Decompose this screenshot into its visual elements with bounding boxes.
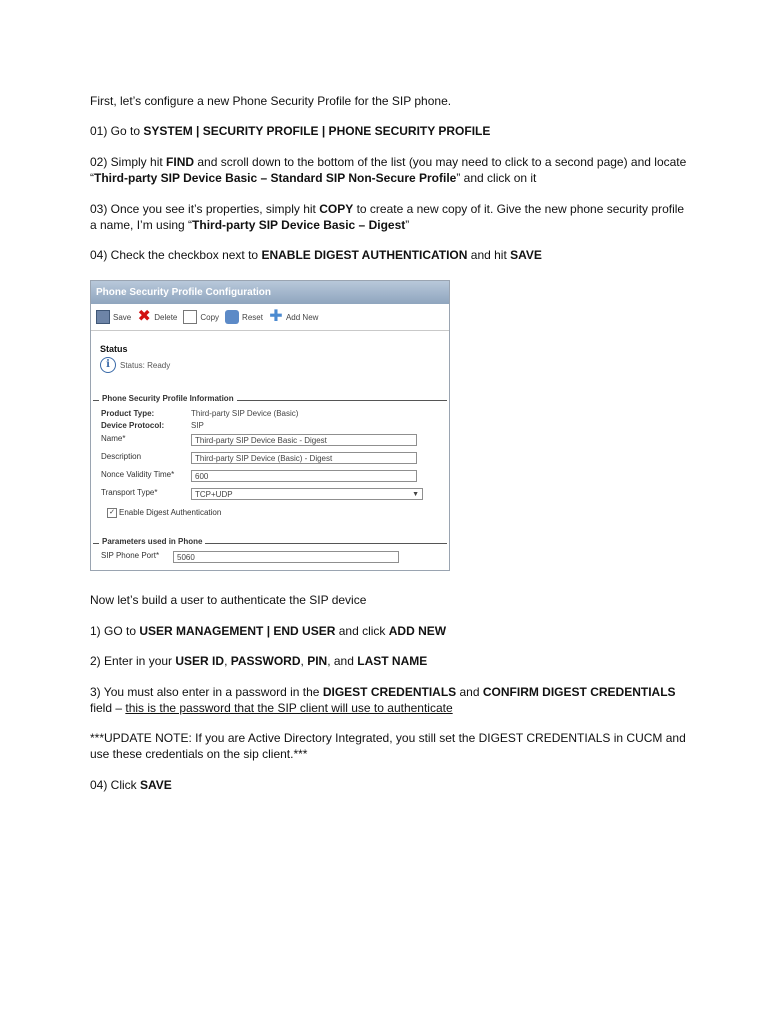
save-icon: [96, 310, 110, 324]
delete-button[interactable]: ✖ Delete: [137, 308, 178, 325]
device-protocol-label: Device Protocol:: [101, 421, 165, 430]
transport-label: Transport Type*: [101, 488, 158, 497]
update-note: ***UPDATE NOTE: If you are Active Directory Integrated, you still set the DIGEST CREDENTIALS in CUCM and use these credentials on the sip client.***: [90, 731, 686, 761]
transport-select[interactable]: TCP+UDP ▼: [191, 488, 423, 500]
params-legend: Parameters used in Phone: [99, 537, 205, 546]
chevron-down-icon: ▼: [412, 491, 419, 498]
status-text: Status: Ready: [120, 360, 171, 370]
copy-icon: [183, 310, 197, 324]
cucm-screenshot: [90, 280, 450, 571]
user-step-3: 3) You must also enter in a password in the DIGEST CREDENTIALS and CONFIRM DIGEST CREDENTIALS field – this is the password that the SIP client will use to authenticate: [90, 685, 676, 715]
sip-port-label: SIP Phone Port*: [101, 551, 160, 560]
sip-port-input[interactable]: 5060: [173, 551, 399, 563]
status-heading: Status: [100, 344, 128, 354]
user-intro: Now let’s build a user to authenticate the SIP device: [90, 593, 367, 607]
name-label: Name*: [101, 434, 126, 443]
enable-digest-checkbox[interactable]: ✓: [107, 508, 117, 518]
nonce-label: Nonce Validity Time*: [101, 470, 175, 479]
add-new-icon: ✚: [269, 308, 283, 325]
description-label: Description: [101, 452, 142, 461]
reset-icon: [225, 310, 239, 324]
profile-info-fieldset: [93, 394, 447, 531]
user-step-2: 2) Enter in your USER ID, PASSWORD, PIN, and LAST NAME: [90, 654, 428, 668]
info-icon: i: [100, 357, 116, 373]
description-input[interactable]: Third-party SIP Device (Basic) - Digest: [191, 452, 417, 464]
intro-text: First, let’s configure a new Phone Security Profile for the SIP phone.: [90, 94, 452, 108]
reset-button[interactable]: Reset: [225, 310, 263, 324]
device-protocol-value: SIP: [191, 421, 204, 430]
params-fieldset: [93, 537, 447, 570]
delete-icon: ✖: [137, 308, 151, 325]
nonce-input[interactable]: 600: [191, 470, 417, 482]
save-button[interactable]: Save: [96, 310, 131, 324]
product-type-label: Product Type:: [101, 409, 155, 418]
step-1: 01) Go to SYSTEM | SECURITY PROFILE | PHONE SECURITY PROFILE: [90, 124, 491, 138]
step-4: 04) Check the checkbox next to ENABLE DIGEST AUTHENTICATION and hit SAVE: [90, 248, 542, 262]
user-step-1: 1) GO to USER MANAGEMENT | END USER and click ADD NEW: [90, 624, 447, 638]
step-3: 03) Once you see it’s properties, simply hit COPY to create a new copy of it. Give the new phone security profile a name, I’m using “Third-party SIP Device Basic – Digest”: [90, 202, 685, 232]
user-step-4: 04) Click SAVE: [90, 778, 172, 792]
step-2: 02) Simply hit FIND and scroll down to the bottom of the list (you may need to click to a second page) and locate “Third-party SIP Device Basic – Standard SIP Non-Secure Profile” and click on it: [90, 155, 687, 185]
enable-digest-label: Enable Digest Authentication: [119, 508, 222, 518]
name-input[interactable]: Third-party SIP Device Basic - Digest: [191, 434, 417, 446]
add-new-button[interactable]: ✚ Add New: [269, 308, 319, 325]
screenshot-title: Phone Security Profile Configuration: [91, 281, 449, 304]
product-type-value: Third-party SIP Device (Basic): [191, 409, 299, 418]
profile-info-legend: Phone Security Profile Information: [99, 394, 237, 403]
underlined-note: this is the password that the SIP client will use to authenticate: [125, 701, 453, 715]
copy-button[interactable]: Copy: [183, 310, 219, 324]
status-section: [100, 344, 170, 373]
screenshot-toolbar: [91, 304, 449, 331]
